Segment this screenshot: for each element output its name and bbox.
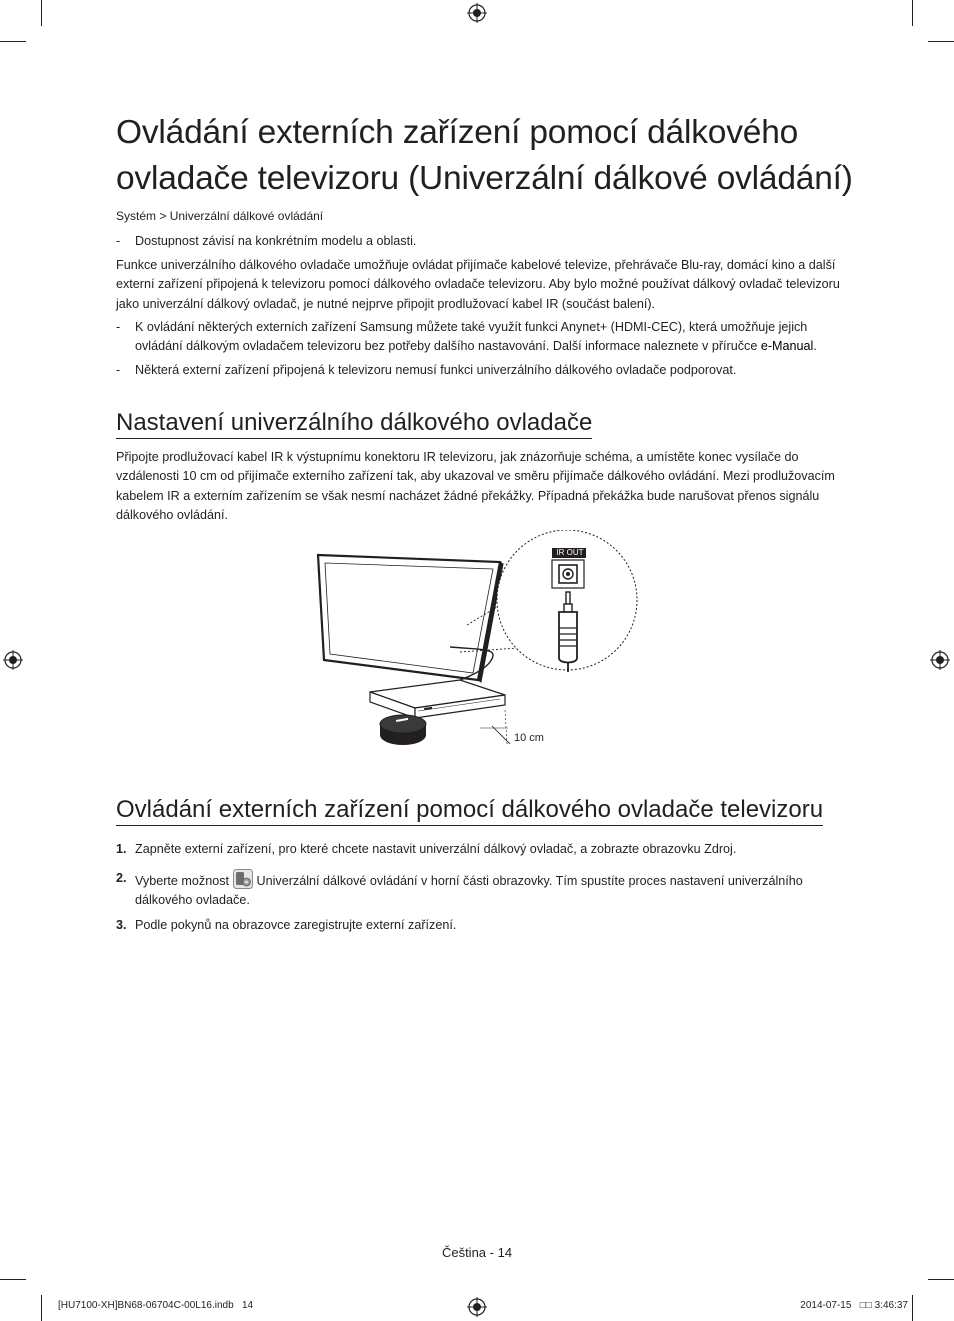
page-title: Ovládání externích zařízení pomocí dálkového ovladače televizoru (Univerzální dálkové ovládání) xyxy=(116,114,853,197)
ir-cable-diagram xyxy=(300,530,650,760)
crop-mark xyxy=(41,1295,42,1321)
intro-paragraph: Funkce univerzálního dálkového ovladače umožňuje ovládat přijímače kabelové televize, přehrávače Blu-ray, domácí kino a další externí zařízení připojená k televizoru pomocí dálkového ovladače televizoru. Aby bylo možné používat dálkový ovladač televizoru jako univerzální dálkový ovladač, je nutné nejprve připojit prodlužovací kabel IR (součást balení). xyxy=(116,258,840,311)
section-paragraph: Připojte prodlužovací kabel IR k výstupnímu konektoru IR televizoru, jak znázorňuje schéma, a umístěte konec vysílače do vzdálenosti 10 cm od přijímače externího zařízení tak, aby ukazoval ve směru přijímače dálkového ovládání. Mezi prodlužovacím kabelem IR a externím zařízením se však nesmí nacházet žádné překážky. Případná překážka bude narušovat přenos signálu dálkového ovládání. xyxy=(116,450,835,522)
step-item xyxy=(116,916,846,935)
section-heading: Nastavení univerzálního dálkového ovladače xyxy=(116,408,592,439)
timestamp-imprint: 2014-07-15 □□ 3:46:37 xyxy=(800,1300,908,1311)
registration-mark-icon xyxy=(3,650,23,670)
registration-mark-icon xyxy=(930,650,950,670)
breadcrumb-leaf: Univerzální dálkové ovládání xyxy=(169,209,324,223)
registration-mark-icon xyxy=(467,3,487,23)
step-text: Zapněte externí zařízení, pro které chcete nastavit univerzální dálkový ovladač, a zobrazte obrazovku xyxy=(135,842,705,856)
crop-mark xyxy=(912,0,913,26)
step-text: Podle pokynů na obrazovce zaregistrujte externí zařízení. xyxy=(135,918,457,932)
crop-mark xyxy=(912,1295,913,1321)
breadcrumb-separator: > xyxy=(159,209,167,223)
note-item: - K ovládání některých externích zařízení Samsung můžete také využít funkci Anynet+ (HDMI-CEC), která umožňuje jejich ovládání dálkovým ovladačem televizoru bez potřeby dalšího nastavování. Další informace naleznete v příručce e-Manual. xyxy=(116,320,817,354)
page-number: Čeština - 14 xyxy=(441,1245,513,1260)
crop-mark xyxy=(0,41,26,42)
crop-mark xyxy=(928,41,954,42)
ui-term: Univerzální dálkové ovládání xyxy=(256,874,418,888)
step-text: Vyberte možnost xyxy=(135,874,233,888)
crop-mark xyxy=(41,0,42,26)
tv-illustration xyxy=(318,555,503,682)
note-text: K ovládání některých externích zařízení Samsung můžete také využít funkci Anynet+ (HDMI-CEC), která umožňuje jejich ovládání dálkovým ovladačem televizoru bez potřeby dalšího nastavování. Další informace naleznete v příručce xyxy=(135,320,808,354)
ui-term: Zdroj xyxy=(704,842,733,856)
step-number: 2. xyxy=(116,871,127,885)
note-text: Některá externí zařízení připojená k televizoru nemusí funkci univerzálního dálkového ovladače podporovat. xyxy=(135,363,737,377)
breadcrumb xyxy=(116,208,323,224)
step-item: 2. Vyberte možnost Univerzální dálkové ovládání v horní části obrazovky. Tím spustíte proces nastavení univerzálního dálkového ovladače. xyxy=(116,871,803,908)
ir-out-port-label: IR OUT xyxy=(556,548,584,557)
crop-mark xyxy=(928,1279,954,1280)
universal-remote-setup-icon xyxy=(233,869,253,889)
note-item: - Některá externí zařízení připojená k televizoru nemusí funkci univerzálního dálkového ovladače podporovat. xyxy=(116,361,846,380)
step-number: 1. xyxy=(116,842,127,856)
section-heading: Ovládání externích zařízení pomocí dálkového ovladače televizoru xyxy=(116,795,823,826)
ir-blaster-illustration xyxy=(380,715,426,745)
distance-label: 10 cm xyxy=(514,732,544,744)
file-imprint: [HU7100-XH]BN68-06704C-00L16.indb 14 xyxy=(58,1300,254,1311)
e-manual-reference: e-Manual xyxy=(760,339,814,354)
breadcrumb-root: Systém xyxy=(116,209,157,223)
note-item: - Dostupnost závisí na konkrétním modelu a oblasti. xyxy=(116,232,846,251)
note-text: Dostupnost závisí na konkrétním modelu a oblasti. xyxy=(135,234,417,248)
step-number: 3. xyxy=(116,918,127,932)
crop-mark xyxy=(0,1279,26,1280)
set-top-box-illustration xyxy=(370,680,505,718)
step-item: 1. Zapněte externí zařízení, pro které chcete nastavit univerzální dálkový ovladač, a zobrazte obrazovku Zdroj. xyxy=(116,840,846,859)
registration-mark-icon xyxy=(467,1297,487,1317)
